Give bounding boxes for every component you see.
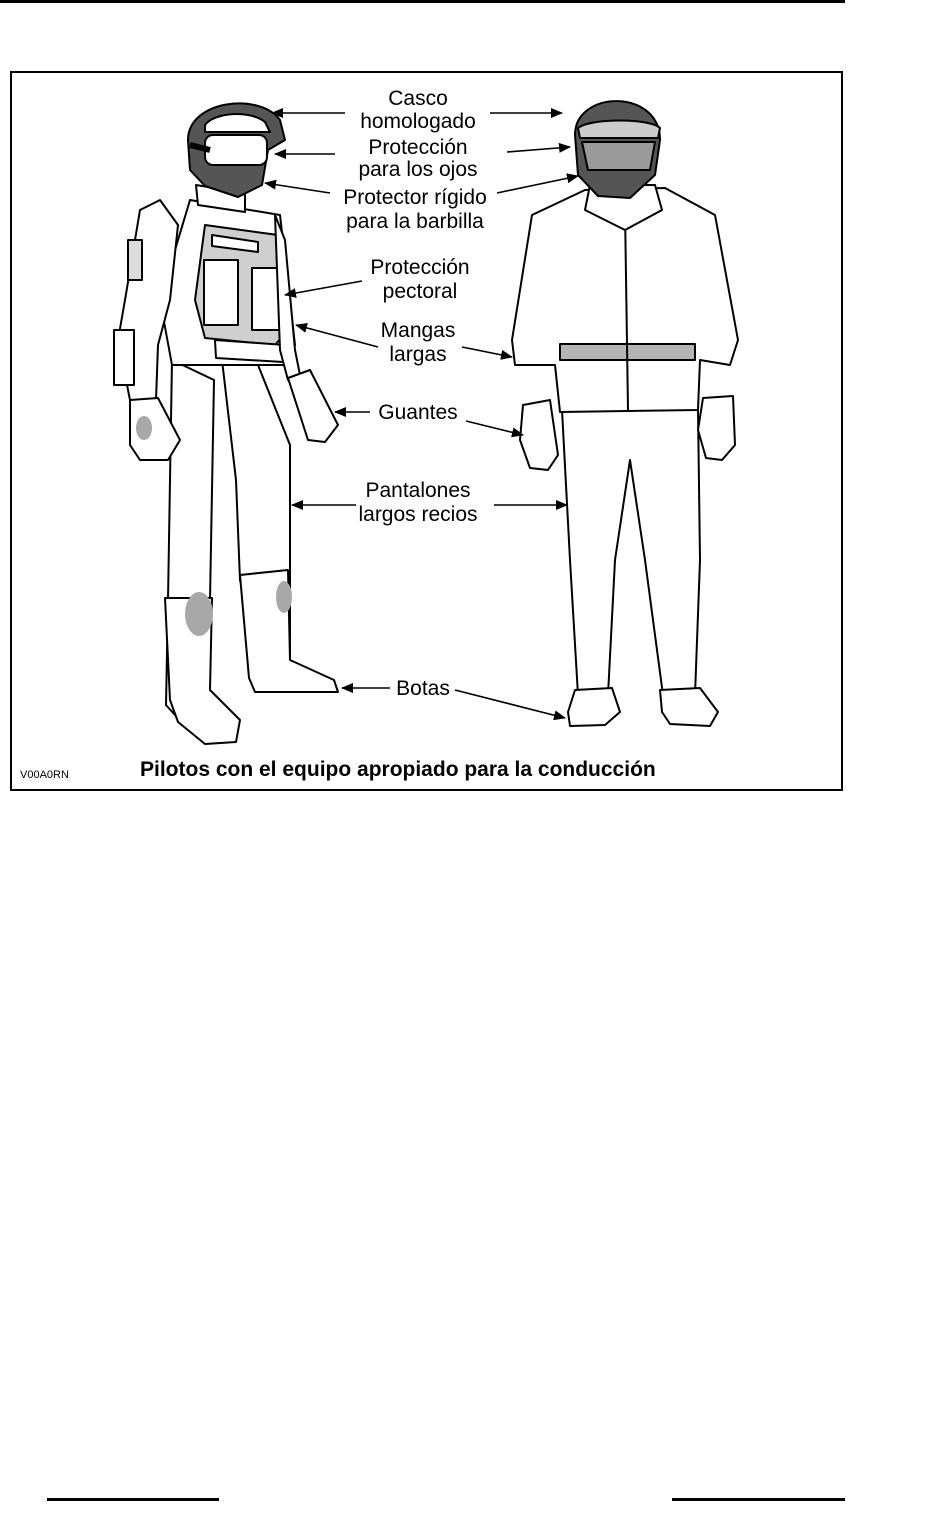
right-rider — [512, 101, 738, 726]
label-chest-line2: pectoral — [382, 280, 458, 303]
figure-code: V00A0RN — [20, 769, 69, 781]
bottom-rule-right — [672, 1498, 845, 1501]
label-gloves: Guantes — [378, 401, 458, 424]
label-sleeves-line1: Mangas — [380, 319, 456, 342]
label-sleeves-line2: largas — [389, 343, 447, 366]
label-chin-line1: Protector rígido — [343, 186, 487, 209]
left-rider — [114, 103, 338, 744]
right-rider-shoe-right — [660, 688, 718, 726]
label-helmet-line1: Casco — [388, 87, 448, 110]
right-rider-shoe-left — [568, 688, 620, 726]
right-rider-glove-left — [520, 400, 558, 470]
label-chest-line1: Protección — [370, 256, 470, 279]
label-helmet-line2: homologado — [360, 110, 476, 133]
label-boots: Botas — [396, 677, 450, 700]
right-rider-glove-right — [698, 396, 735, 460]
label-eyes-line2: para los ojos — [358, 158, 478, 181]
bottom-rule-left — [47, 1498, 219, 1501]
label-pants-line2: largos recios — [358, 503, 478, 526]
right-rider-legs — [562, 410, 700, 695]
figure-caption: Pilotos con el equipo apropiado para la conducción — [140, 758, 656, 781]
label-chin-line2: para la barbilla — [346, 210, 484, 233]
label-pants-line1: Pantalones — [365, 479, 471, 502]
label-eyes-line1: Protección — [368, 136, 468, 159]
